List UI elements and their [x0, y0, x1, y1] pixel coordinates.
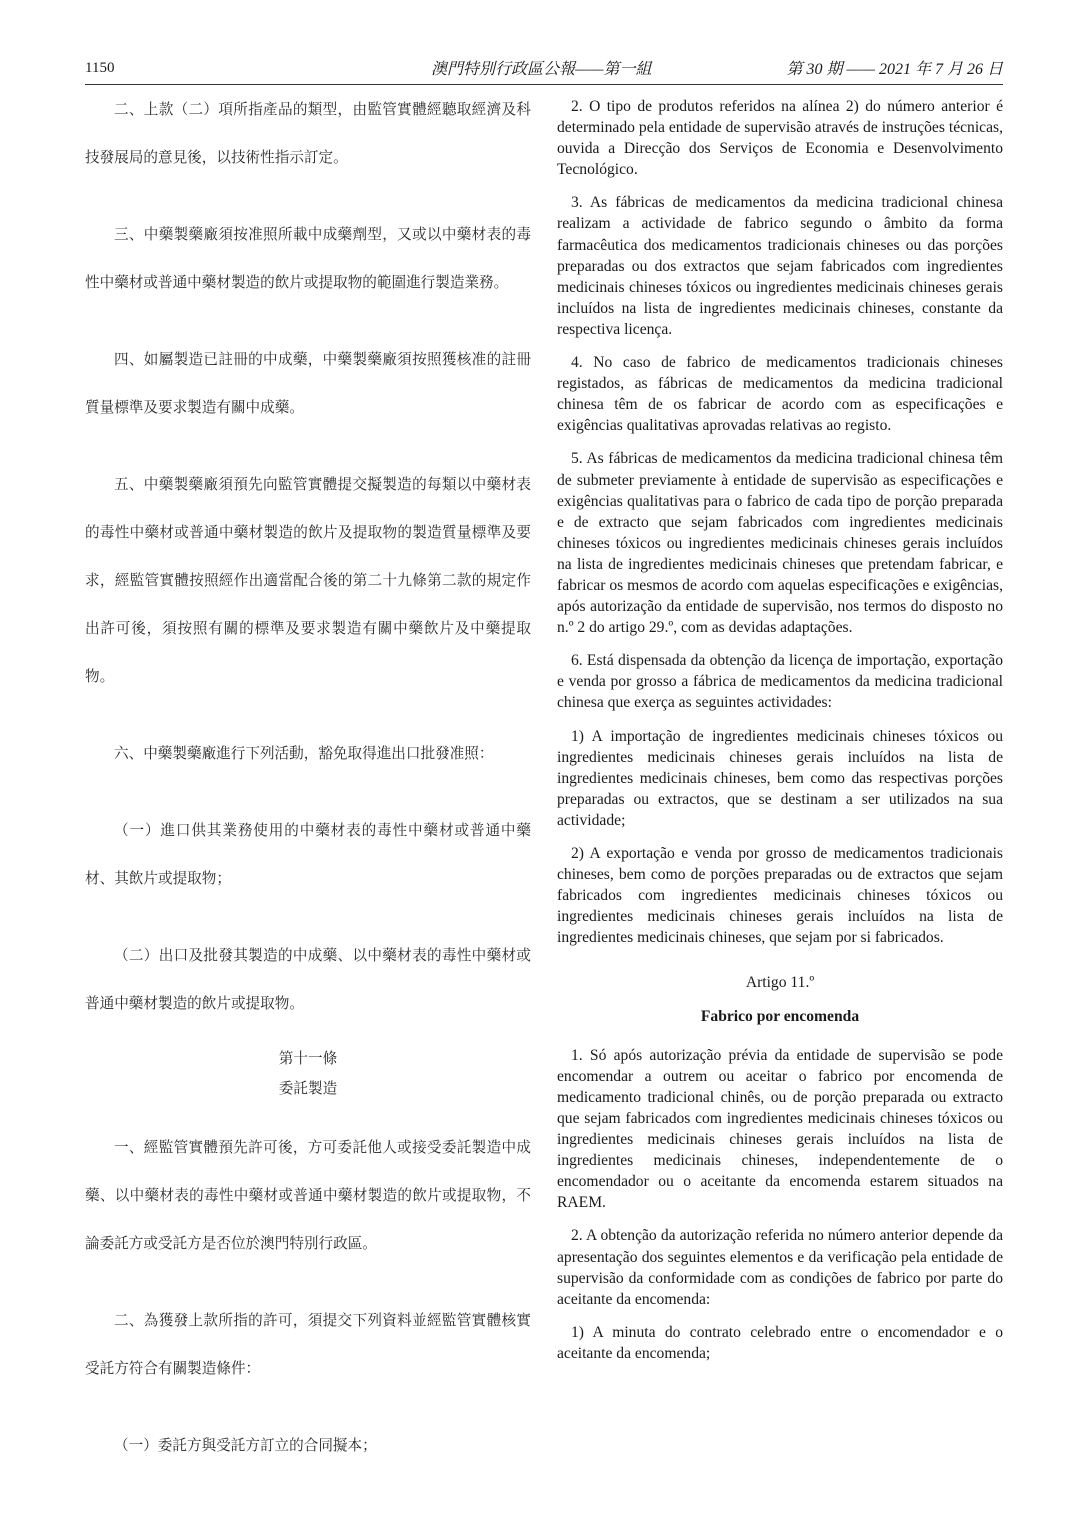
portuguese-column [557, 96, 1003, 1376]
chinese-column [85, 86, 531, 1028]
zh-article-paragraph-1: 一、經監管實體預先許可後，方可委託他人或接受委託製造中成藥、以中藥材表的毒性中藥材或普通中藥材製造的飲片或提取物，不論委託方或受託方是否位於澳門特別行政區。 [85, 1139, 531, 1252]
issue-date: 第 30 期 —— 2021 年 7 月 26 日 [786, 61, 1003, 78]
pt-item-1: 1) A importação de ingredientes medicinais chineses tóxicos ou ingredientes medicinais chineses gerais incluídos na lista de ingredientes medicinais chineses, bem como das respectivas porções preparadas ou extractos, que se destinam a ser utilizados na sua actividade; [557, 727, 1003, 829]
zh-paragraph-6: 六、中藥製藥廠進行下列活動，豁免取得進出口批發准照： [114, 745, 494, 762]
pt-article-number: Artigo 11.º [745, 974, 815, 992]
header-divider [85, 84, 1003, 85]
page-number: 1150 [85, 60, 115, 76]
pt-article-paragraph-1: 1. Só após autorização prévia da entidade de supervisão se pode encomendar a outrem ou aceitar o fabrico por encomenda de medicamento tradicional chinês, ou de porção preparada ou extracto que sejam fabricados com ingredientes medicinais chineses tóxicos ou ingredientes medicinais chineses gerais incluídos na lista de ingredientes medicinais chineses, independentemente de o encomendador ou o aceitante da encomenda estarem situados na RAEM. [557, 1046, 1003, 1212]
publication-title: 澳門特別行政區公報——第一組 [431, 61, 652, 78]
page-header [85, 56, 1003, 82]
zh-item-2: （二）出口及批發其製造的中成藥、以中藥材表的毒性中藥材或普通中藥材製造的飲片或提取物。 [85, 947, 531, 1012]
zh-article-number: 第十一條 [278, 1050, 338, 1067]
zh-paragraph-4: 四、如屬製造已註冊的中成藥，中藥製藥廠須按照獲核准的註冊質量標準及要求製造有關中成藥。 [85, 351, 531, 416]
pt-paragraph-4: 4. No caso de fabrico de medicamentos tradicionais chineses registados, as fábricas de medicamentos da medicina tradicional chinesa têm de os fabricar de acordo com as especificações e exigências qualitativas aprovadas relativas ao registo. [557, 354, 1003, 435]
pt-paragraph-2: 2. O tipo de produtos referidos na alínea 2) do número anterior é determinado pela entidade de supervisão através de instruções técnicas, ouvida a Direcção dos Serviços de Economia e Desenvolvimento Tecnológico. [557, 98, 1003, 179]
zh-paragraph-5: 五、中藥製藥廠須預先向監管實體提交擬製造的每類以中藥材表的毒性中藥材或普通中藥材製造的飲片及提取物的製造質量標準及要求，經監管實體按照經作出適當配合後的第二十九條第二款的規定作出許可後，須按照有關的標準及要求製造有關中藥飲片及中藥提取物。 [85, 476, 531, 685]
pt-article-item-1: 1) A minuta do contrato celebrado entre o encomendador e o aceitante da encomenda; [557, 1323, 1003, 1362]
pt-paragraph-3: 3. As fábricas de medicamentos da medicina tradicional chinesa realizam a actividade de fabrico segundo o âmbito da forma farmacêutica dos medicamentos tradicionais chineses ou das porções preparadas ou dos extractos que sejam fabricados com ingredientes medicinais chineses tóxicos ou ingredientes medicinais chineses gerais incluídos na lista de ingredientes medicinais chineses, constante da respectiva licença. [557, 194, 1003, 338]
pt-item-2: 2) A exportação e venda por grosso de medicamentos tradicionais chineses, bem como de porções preparadas ou de extractos que sejam fabricados com ingredientes medicinais chineses tóxicos ou ingredientes medicinais chineses gerais incluídos na lista de ingredientes medicinais chineses, que sejam por si fabricados. [557, 845, 1003, 947]
pt-article-title: Fabrico por encomenda [700, 1007, 860, 1025]
zh-article-title: 委託製造 [278, 1080, 338, 1097]
pt-paragraph-6: 6. Está dispensada da obtenção da licença de importação, exportação e venda por grosso a fábrica de medicamentos da medicina tradicional chinesa que exerça as seguintes actividades: [557, 652, 1003, 712]
zh-article-item-1: （一）委託方與受託方訂立的合同擬本； [114, 1437, 377, 1454]
pt-paragraph-5: 5. As fábricas de medicamentos da medicina tradicional chinesa têm de submeter previamente à entidade de supervisão as especificações e exigências qualitativas para o fabrico de cada tipo de porção preparada e de extracto que sejam fabricados com ingredientes medicinais chineses tóxicos ou ingredientes medicinais chineses gerais incluídos na lista de ingredientes medicinais chineses que pretendam fabricar, e fabricar os mesmos de acordo com aquelas especificações e exigências, após autorização da entidade de supervisão, nos termos do disposto no n.º 2 do artigo 29.º, com as devidas adaptações. [557, 450, 1003, 637]
zh-article-paragraph-2: 二、為獲發上款所指的許可，須提交下列資料並經監管實體核實受託方符合有關製造條件： [85, 1312, 531, 1377]
chinese-article-block [85, 1044, 531, 1470]
zh-paragraph-3: 三、中藥製藥廠須按准照所載中成藥劑型，又或以中藥材表的毒性中藥材或普通中藥材製造的飲片或提取物的範圍進行製造業務。 [85, 226, 531, 291]
zh-item-1: （一）進口供其業務使用的中藥材表的毒性中藥材或普通中藥材、其飲片或提取物； [85, 822, 531, 887]
zh-paragraph-2: 二、上款（二）項所指產品的類型，由監管實體經聽取經濟及科技發展局的意見後，以技術性指示訂定。 [85, 101, 531, 166]
pt-article-paragraph-2: 2. A obtenção da autorização referida no número anterior depende da apresentação dos seguintes elementos e da verificação pela entidade de supervisão da conformidade com as condições de fabrico por parte do aceitante da encomenda: [557, 1227, 1003, 1308]
